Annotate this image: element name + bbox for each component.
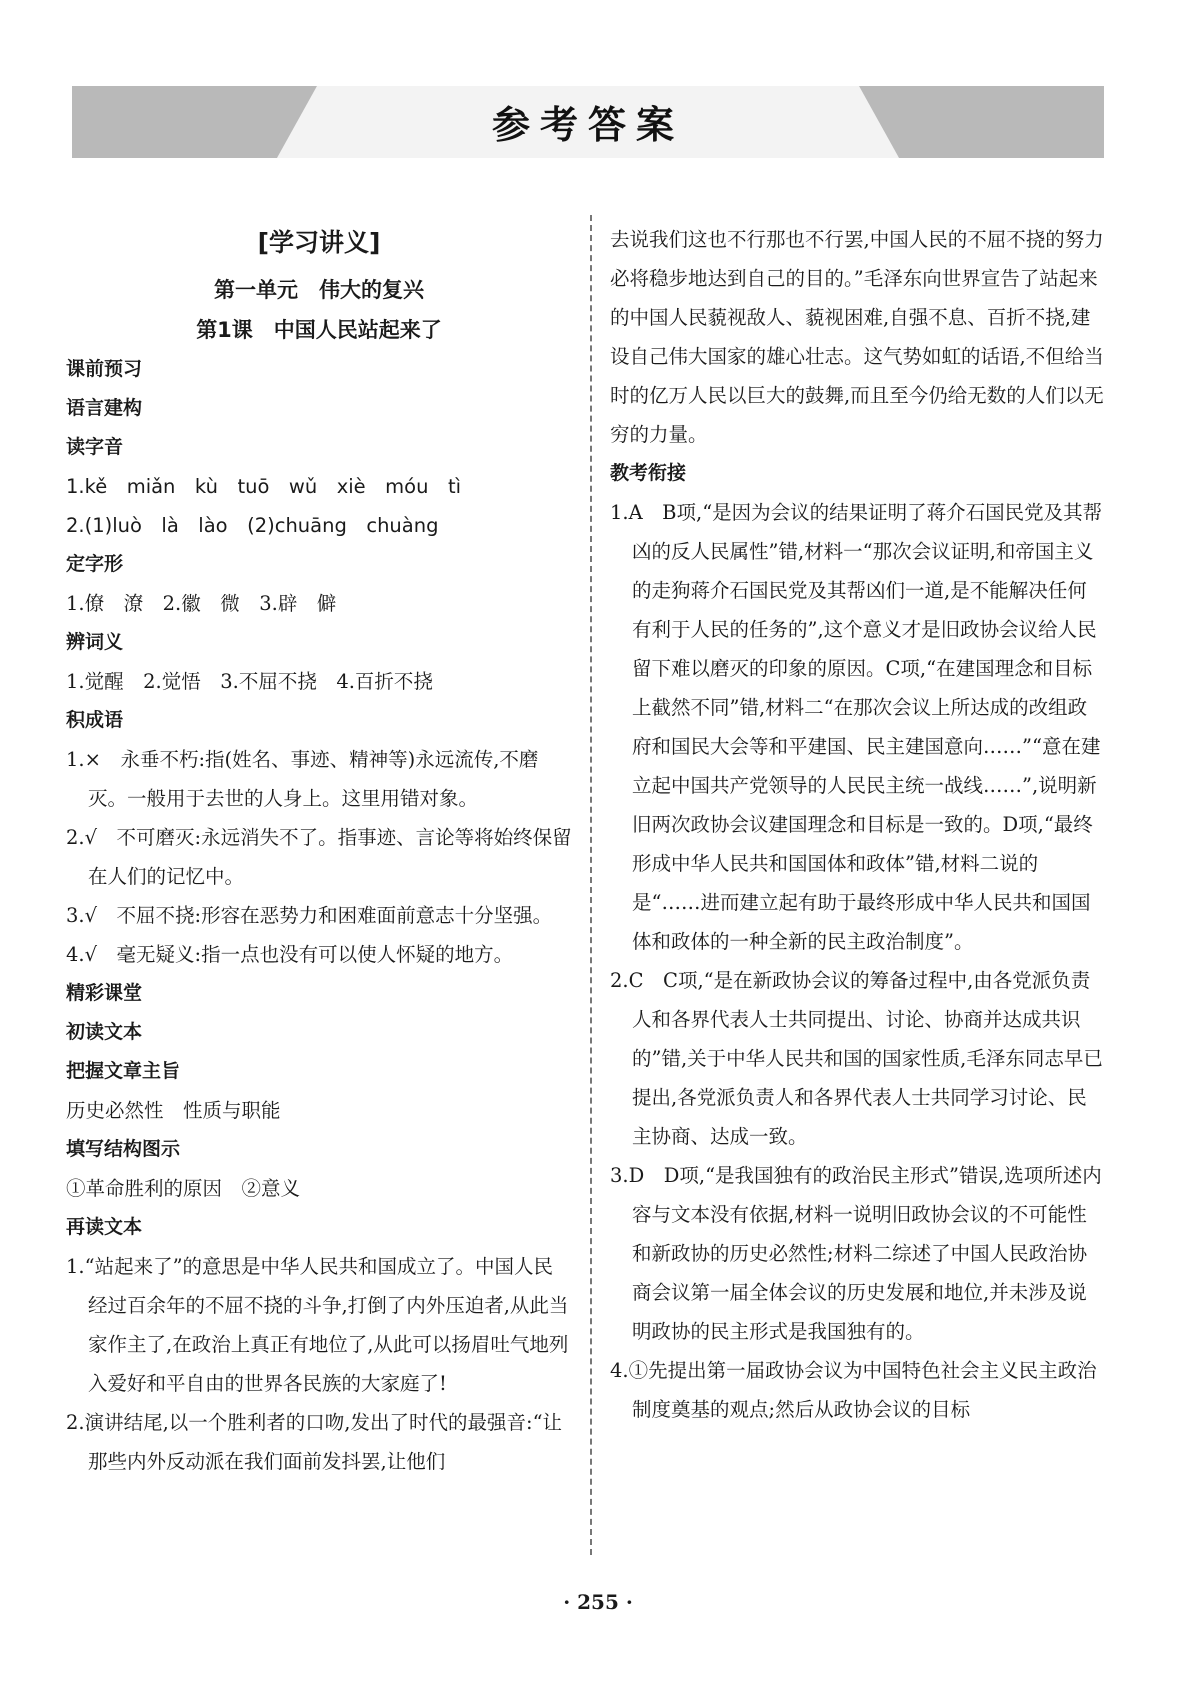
heading-structure: 填写结构图示: [66, 1138, 181, 1160]
answer-item: 1.A B项,“是因为会议的结果证明了蒋介石国民党及其帮凶的反人民属性”错,材料一“那次会议证明,和帝国主义的走狗蒋介石国民党及其帮凶们一道,是不能解决任何有利于人民的任务的”,这个意义才是旧政协会议给人民留下难以磨灭的印象的原因。C项,“在建国理念和目标上截然不同”错,材料二“在那次会议上所达成的改组政府和国民大会等和平建国、民主建国意向……”“意在建立起中国共产党领导的人民民主统一战线……”,说明新旧两次政协会议建国理念和目标是一致的。D项,“最终形成中华人民共和国国体和政体”错,材料二说的是“……进而建立起有助于最终形成中华人民共和国国体和政体的一种全新的民主政治制度”。: [610, 501, 1103, 953]
answer-item: 1.× 永垂不朽:指(姓名、事迹、精神等)永远流传,不磨灭。一般用于去世的人身上。这里用错对象。: [66, 748, 539, 810]
heading-theme: 把握文章主旨: [66, 1060, 181, 1082]
answer-line: 1.僚 潦 2.徽 微 3.辟 僻: [66, 592, 337, 615]
heading-word-meaning: 辨词义: [66, 631, 124, 653]
answer-line: 1.kě miǎn kù tuō wǔ xiè móu tì: [66, 475, 462, 498]
answer-item: 2.C C项,“是在新政协会议的筹备过程中,由各党派负责人和各界代表人士共同提出、讨论、协商并达成共识的”错,关于中华人民共和国的国家性质,毛泽东同志早已提出,各党派负责人和各界代表人士共同学习讨论、民主协商、达成一致。: [610, 969, 1103, 1148]
answer-item: 3.D D项,“是我国独有的政治民主形式”错误,选项所述内容与文本没有依据,材料一说明旧政协会议的不可能性和新政协的历史必然性;材料二综述了中国人民政治协商会议第一届全体会议的历史发展和地位,并未涉及说明政协的民主形式是我国独有的。: [610, 1164, 1102, 1343]
section-title: [学习讲义]: [257, 228, 381, 257]
answer-line: ①革命胜利的原因 ②意义: [66, 1177, 301, 1200]
continued-paragraph: 去说我们这也不行那也不行罢,中国人民的不屈不挠的努力必将稳步地达到自己的目的。”毛泽东向世界宣告了站起来的中国人民藐视敌人、藐视困难,自强不息、百折不挠,建设自己伟大国家的雄心壮志。这气势如虹的话语,不但给当时的亿万人民以巨大的鼓舞,而且至今仍给无数的人们以无穷的力量。: [610, 228, 1104, 446]
answer-item: 4.①先提出第一届政协会议为中国特色社会主义民主政治制度奠基的观点;然后从政协会议的目标: [610, 1359, 1097, 1421]
heading-first-reading: 初读文本: [66, 1021, 143, 1043]
heading-preview: 课前预习: [66, 358, 143, 380]
heading-language: 语言建构: [66, 397, 143, 419]
page-title: 参考答案: [491, 103, 684, 147]
answer-item: 3.√ 不屈不挠:形容在恶势力和困难面前意志十分坚强。: [66, 904, 553, 927]
left-column: [66, 220, 572, 1481]
answer-line: 1.觉醒 2.觉悟 3.不屈不挠 4.百折不挠: [66, 670, 433, 693]
answer-item: 1.“站起来了”的意思是中华人民共和国成立了。中国人民经过百余年的不屈不挠的斗争,打倒了内外压迫者,从此当家作主了,在政治上真正有地位了,从此可以扬眉吐气地列入爱好和平自由的世界各民族的大家庭了!: [66, 1255, 569, 1395]
lesson-title: 第1课 中国人民站起来了: [196, 318, 442, 342]
page-number: · 255 ·: [563, 1590, 633, 1614]
heading-fix-characters: 定字形: [66, 553, 124, 575]
answer-line: 历史必然性 性质与职能: [66, 1099, 281, 1122]
heading-read-pronunciation: 读字音: [66, 436, 124, 458]
heading-exam-link: 教考衔接: [610, 462, 687, 484]
right-column: [610, 220, 1104, 1429]
answer-item: 2.√ 不可磨灭:永远消失不了。指事迹、言论等将始终保留在人们的记忆中。: [66, 826, 572, 888]
column-divider: [590, 215, 592, 1555]
heading-reread: 再读文本: [66, 1216, 143, 1238]
answer-item: 4.√ 毫无疑义:指一点也没有可以使人怀疑的地方。: [66, 943, 514, 966]
unit-title: 第一单元 伟大的复兴: [214, 278, 424, 302]
heading-classroom: 精彩课堂: [66, 982, 143, 1004]
header-banner: [72, 86, 1104, 158]
answer-line: 2.(1)luò là lào (2)chuāng chuàng: [66, 514, 439, 537]
heading-idioms: 积成语: [66, 709, 124, 731]
answer-item: 2.演讲结尾,以一个胜利者的口吻,发出了时代的最强音:“让那些内外反动派在我们面前发抖罢,让他们: [66, 1411, 563, 1473]
